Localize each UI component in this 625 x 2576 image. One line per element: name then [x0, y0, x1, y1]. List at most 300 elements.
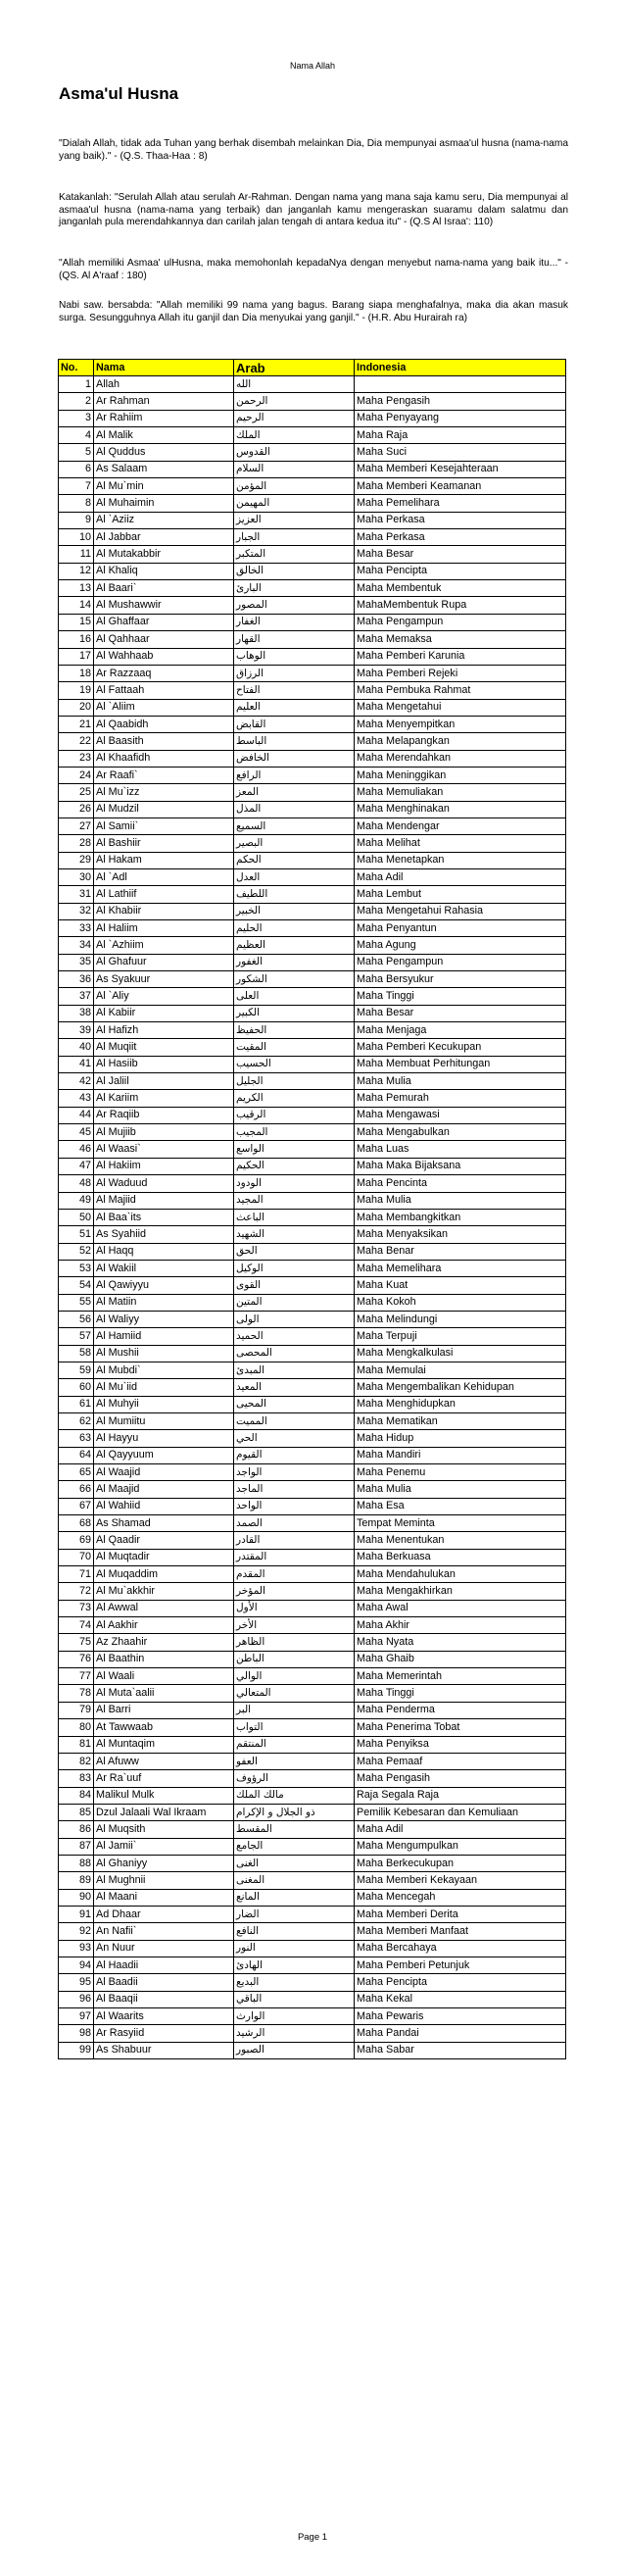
row-arab: الوارث	[234, 2008, 355, 2025]
row-number: 22	[59, 733, 94, 750]
table-row	[59, 1838, 566, 1855]
table-row	[59, 699, 566, 716]
row-indonesia: Maha Penerima Tobat	[355, 1719, 566, 1736]
row-number: 44	[59, 1107, 94, 1123]
row-arab: العليم	[234, 699, 355, 716]
row-number: 31	[59, 886, 94, 903]
table-row	[59, 478, 566, 495]
row-nama: Al Waasi`	[94, 1141, 234, 1158]
row-arab: الشكور	[234, 971, 355, 988]
row-indonesia: Maha Adil	[355, 1821, 566, 1838]
row-nama: Al Baathin	[94, 1651, 234, 1667]
row-nama: Al Mudzil	[94, 801, 234, 817]
row-indonesia: Maha Memberi Keamanan	[355, 478, 566, 495]
row-indonesia: Maha Mulia	[355, 1192, 566, 1209]
row-number: 81	[59, 1736, 94, 1753]
row-arab: اللطيف	[234, 886, 355, 903]
row-number: 95	[59, 1974, 94, 1991]
row-number: 57	[59, 1328, 94, 1345]
table-row	[59, 563, 566, 579]
table-row	[59, 1345, 566, 1362]
row-number: 55	[59, 1294, 94, 1311]
row-nama: Al Hasiib	[94, 1056, 234, 1072]
row-number: 6	[59, 461, 94, 477]
row-indonesia: Maha Pembuka Rahmat	[355, 682, 566, 699]
table-row	[59, 580, 566, 597]
row-number: 27	[59, 817, 94, 834]
row-arab: الولى	[234, 1311, 355, 1327]
row-indonesia: Maha Mulia	[355, 1073, 566, 1090]
table-row	[59, 393, 566, 410]
row-arab: مالك الملك	[234, 1787, 355, 1804]
row-indonesia: Maha Menyempitkan	[355, 716, 566, 732]
table-row	[59, 2025, 566, 2042]
table-row	[59, 868, 566, 885]
table-row	[59, 682, 566, 699]
row-nama: Al Khaafidh	[94, 750, 234, 767]
row-number: 99	[59, 2042, 94, 2058]
table-row	[59, 971, 566, 988]
row-number: 38	[59, 1005, 94, 1021]
row-indonesia: Maha Besar	[355, 546, 566, 563]
row-number: 79	[59, 1702, 94, 1718]
row-arab: المهيمن	[234, 495, 355, 512]
row-number: 78	[59, 1685, 94, 1702]
row-nama: Al Hayyu	[94, 1430, 234, 1447]
row-indonesia: Maha Berkecukupan	[355, 1855, 566, 1871]
row-arab: السميع	[234, 817, 355, 834]
table-row	[59, 1821, 566, 1838]
row-arab: الرحيم	[234, 410, 355, 426]
row-number: 21	[59, 716, 94, 732]
row-number: 49	[59, 1192, 94, 1209]
table-row	[59, 1209, 566, 1225]
row-arab: التواب	[234, 1719, 355, 1736]
row-nama: At Tawwaab	[94, 1719, 234, 1736]
row-nama: Al Waduud	[94, 1175, 234, 1192]
row-indonesia: Maha Penyantun	[355, 920, 566, 937]
row-nama: Al Qawiyyu	[94, 1277, 234, 1294]
intro-paragraph-1: "Dialah Allah, tidak ada Tuhan yang berhak disembah melainkan Dia, Dia mempunyai asmaa'ul husna (nama-nama yang baik)." - (Q.S. Thaa-Haa : 8)	[59, 138, 568, 162]
table-row	[59, 1991, 566, 2007]
row-arab: الفتاح	[234, 682, 355, 699]
row-number: 96	[59, 1991, 94, 2007]
row-number: 26	[59, 801, 94, 817]
row-arab: العزيز	[234, 512, 355, 528]
row-arab: الحليم	[234, 920, 355, 937]
row-nama: Ar Rasyiid	[94, 2025, 234, 2042]
row-number: 34	[59, 937, 94, 954]
row-nama: Al Muhaimin	[94, 495, 234, 512]
row-nama: Al Fattaah	[94, 682, 234, 699]
table-header-row	[59, 360, 566, 376]
row-indonesia: Maha Lembut	[355, 886, 566, 903]
row-number: 62	[59, 1412, 94, 1429]
row-indonesia: Maha Membentuk	[355, 580, 566, 597]
row-number: 71	[59, 1566, 94, 1583]
table-row	[59, 767, 566, 783]
row-nama: Al Mughnii	[94, 1872, 234, 1889]
table-row	[59, 784, 566, 801]
row-arab: الرؤوف	[234, 1770, 355, 1787]
row-number: 3	[59, 410, 94, 426]
row-indonesia: Maha Menghidupkan	[355, 1396, 566, 1412]
row-number: 93	[59, 1940, 94, 1957]
row-indonesia: Maha Penderma	[355, 1702, 566, 1718]
row-nama: Al Ghafuur	[94, 954, 234, 970]
row-nama: Al Muqtadir	[94, 1549, 234, 1565]
row-nama: Al Mushii	[94, 1345, 234, 1362]
row-number: 1	[59, 376, 94, 393]
row-nama: Al `Aziiz	[94, 512, 234, 528]
header-indonesia: Indonesia	[355, 360, 566, 376]
row-number: 33	[59, 920, 94, 937]
table-row	[59, 1056, 566, 1072]
row-nama: Al Muqsith	[94, 1821, 234, 1838]
row-arab: الغفور	[234, 954, 355, 970]
row-number: 67	[59, 1498, 94, 1514]
table-row	[59, 886, 566, 903]
row-nama: Al Mu`iid	[94, 1379, 234, 1396]
row-indonesia: Maha Mematikan	[355, 1412, 566, 1429]
row-number: 88	[59, 1855, 94, 1871]
row-arab: العدل	[234, 868, 355, 885]
table-row	[59, 1872, 566, 1889]
row-indonesia: Maha Maka Bijaksana	[355, 1158, 566, 1174]
row-number: 25	[59, 784, 94, 801]
row-arab: البصير	[234, 835, 355, 852]
table-row	[59, 1260, 566, 1276]
table-row	[59, 1481, 566, 1498]
table-row	[59, 1770, 566, 1787]
table-row	[59, 1124, 566, 1141]
row-nama: Ar Ra`uuf	[94, 1770, 234, 1787]
header-arab: Arab	[234, 360, 355, 376]
row-number: 16	[59, 631, 94, 648]
row-nama: Al Maajid	[94, 1481, 234, 1498]
row-indonesia: Maha Mengakhirkan	[355, 1583, 566, 1600]
table-row	[59, 835, 566, 852]
row-arab: الأخر	[234, 1617, 355, 1634]
row-arab: الحسيب	[234, 1056, 355, 1072]
row-indonesia: Maha Nyata	[355, 1634, 566, 1651]
row-indonesia: Maha Suci	[355, 444, 566, 461]
row-indonesia: Maha Pencipta	[355, 563, 566, 579]
row-nama: Al Waajid	[94, 1464, 234, 1481]
row-indonesia: Maha Penemu	[355, 1464, 566, 1481]
row-number: 90	[59, 1889, 94, 1906]
row-number: 91	[59, 1906, 94, 1922]
table-row	[59, 1600, 566, 1616]
row-number: 23	[59, 750, 94, 767]
row-nama: Al Haqq	[94, 1243, 234, 1260]
row-indonesia: Maha Pengampun	[355, 614, 566, 630]
row-arab: الواجد	[234, 1464, 355, 1481]
row-nama: Al Jabbar	[94, 529, 234, 546]
row-nama: Dzul Jalaali Wal Ikraam	[94, 1804, 234, 1820]
table-row	[59, 376, 566, 393]
row-arab: الرزاق	[234, 665, 355, 681]
row-number: 47	[59, 1158, 94, 1174]
row-nama: As Syahiid	[94, 1226, 234, 1243]
row-indonesia: Maha Ghaib	[355, 1651, 566, 1667]
row-nama: Al Mubdi`	[94, 1362, 234, 1378]
row-arab: المؤمن	[234, 478, 355, 495]
row-number: 63	[59, 1430, 94, 1447]
table-row	[59, 410, 566, 426]
row-indonesia: Maha Melihat	[355, 835, 566, 852]
row-nama: Al Hakiim	[94, 1158, 234, 1174]
row-arab: البديع	[234, 1974, 355, 1991]
row-number: 70	[59, 1549, 94, 1565]
row-nama: Al Qaadir	[94, 1532, 234, 1549]
row-number: 50	[59, 1209, 94, 1225]
row-nama: Al Matiin	[94, 1294, 234, 1311]
row-arab: القدوس	[234, 444, 355, 461]
row-arab: العلى	[234, 988, 355, 1005]
row-indonesia: Maha Memberi Derita	[355, 1906, 566, 1922]
row-number: 58	[59, 1345, 94, 1362]
table-row	[59, 529, 566, 546]
row-indonesia: Pemilik Kebesaran dan Kemuliaan	[355, 1804, 566, 1820]
row-nama: Ar Raqiib	[94, 1107, 234, 1123]
row-number: 59	[59, 1362, 94, 1378]
row-arab: الحفيظ	[234, 1022, 355, 1039]
table-row	[59, 1396, 566, 1412]
table-row	[59, 801, 566, 817]
table-row	[59, 461, 566, 477]
row-number: 56	[59, 1311, 94, 1327]
intro-paragraph-3: "Allah memiliki Asmaa' ulHusna, maka memohonlah kepadaNya dengan menyebut nama-nama yang baik itu..." - (QS. Al A'raaf : 180)	[59, 258, 568, 281]
row-number: 84	[59, 1787, 94, 1804]
row-nama: As Syakuur	[94, 971, 234, 988]
row-nama: Al Muntaqim	[94, 1736, 234, 1753]
row-number: 73	[59, 1600, 94, 1616]
row-nama: Al Ghaniyy	[94, 1855, 234, 1871]
row-indonesia	[355, 376, 566, 393]
row-indonesia: Maha Kekal	[355, 1991, 566, 2007]
row-nama: Al Mu`akkhir	[94, 1583, 234, 1600]
row-number: 2	[59, 393, 94, 410]
row-arab: النافع	[234, 1923, 355, 1940]
row-nama: Ar Razzaaq	[94, 665, 234, 681]
row-indonesia: Maha Menentukan	[355, 1532, 566, 1549]
row-indonesia: Maha Tinggi	[355, 988, 566, 1005]
table-row	[59, 631, 566, 648]
row-nama: Al Muqaddim	[94, 1566, 234, 1583]
row-indonesia: Maha Benar	[355, 1243, 566, 1260]
row-arab: الخالق	[234, 563, 355, 579]
row-number: 75	[59, 1634, 94, 1651]
row-indonesia: Maha Mengembalikan Kehidupan	[355, 1379, 566, 1396]
row-arab: المميت	[234, 1412, 355, 1429]
row-number: 15	[59, 614, 94, 630]
row-number: 97	[59, 2008, 94, 2025]
row-nama: Al Wahiid	[94, 1498, 234, 1514]
row-arab: الباسط	[234, 733, 355, 750]
row-indonesia: Maha Mengkalkulasi	[355, 1345, 566, 1362]
table-row	[59, 1736, 566, 1753]
row-arab: المبدئ	[234, 1362, 355, 1378]
row-indonesia: Maha Kuat	[355, 1277, 566, 1294]
row-arab: الحي	[234, 1430, 355, 1447]
row-arab: القهار	[234, 631, 355, 648]
row-indonesia: Maha Luas	[355, 1141, 566, 1158]
row-indonesia: Maha Pencipta	[355, 1974, 566, 1991]
row-number: 64	[59, 1447, 94, 1463]
row-arab: المؤخر	[234, 1583, 355, 1600]
row-arab: المذل	[234, 801, 355, 817]
row-nama: Al Mujiib	[94, 1124, 234, 1141]
table-row	[59, 1549, 566, 1565]
row-nama: Al Kabiir	[94, 1005, 234, 1021]
table-row	[59, 1412, 566, 1429]
row-nama: As Salaam	[94, 461, 234, 477]
table-row	[59, 597, 566, 614]
header-nama: Nama	[94, 360, 234, 376]
row-indonesia: Maha Penyayang	[355, 410, 566, 426]
row-indonesia: Maha Berkuasa	[355, 1549, 566, 1565]
row-nama: Ar Rahiim	[94, 410, 234, 426]
row-indonesia: Maha Pemberi Karunia	[355, 648, 566, 665]
table-row	[59, 817, 566, 834]
row-indonesia: Maha Pemurah	[355, 1090, 566, 1107]
row-arab: المعز	[234, 784, 355, 801]
row-arab: الله	[234, 376, 355, 393]
row-arab: الملك	[234, 427, 355, 444]
row-indonesia: Maha Membuat Perhitungan	[355, 1056, 566, 1072]
row-indonesia: Maha Pencinta	[355, 1175, 566, 1192]
table-row	[59, 1277, 566, 1294]
row-number: 24	[59, 767, 94, 783]
table-row	[59, 1022, 566, 1039]
row-arab: الرافع	[234, 767, 355, 783]
row-arab: الجامع	[234, 1838, 355, 1855]
row-nama: Al Jaliil	[94, 1073, 234, 1090]
table-row	[59, 903, 566, 919]
row-number: 28	[59, 835, 94, 852]
row-number: 43	[59, 1090, 94, 1107]
row-arab: الوهاب	[234, 648, 355, 665]
table-row	[59, 1107, 566, 1123]
row-indonesia: Maha Pengasih	[355, 393, 566, 410]
table-row	[59, 546, 566, 563]
table-row	[59, 1362, 566, 1378]
row-indonesia: Maha Mengetahui	[355, 699, 566, 716]
row-nama: Al Barri	[94, 1702, 234, 1718]
row-nama: Al Hamiid	[94, 1328, 234, 1345]
row-nama: Al Mutakabbir	[94, 546, 234, 563]
row-nama: An Nuur	[94, 1940, 234, 1957]
row-indonesia: Maha Mencegah	[355, 1889, 566, 1906]
table-row	[59, 1702, 566, 1718]
row-nama: Al `Aliy	[94, 988, 234, 1005]
row-nama: Al Malik	[94, 427, 234, 444]
asmaul-husna-table	[58, 359, 566, 2059]
row-indonesia: Maha Bercahaya	[355, 1940, 566, 1957]
row-indonesia: Maha Mandiri	[355, 1447, 566, 1463]
row-arab: المتكبر	[234, 546, 355, 563]
row-arab: الحميد	[234, 1328, 355, 1345]
row-arab: المقيت	[234, 1039, 355, 1056]
row-indonesia: Maha Akhir	[355, 1617, 566, 1634]
row-nama: Al Mumiitu	[94, 1412, 234, 1429]
row-arab: المحصى	[234, 1345, 355, 1362]
row-indonesia: Maha Memberi Kesejahteraan	[355, 461, 566, 477]
row-nama: As Shabuur	[94, 2042, 234, 2058]
row-arab: الرشيد	[234, 2025, 355, 2042]
row-indonesia: Maha Pemberi Rejeki	[355, 665, 566, 681]
row-arab: المتين	[234, 1294, 355, 1311]
row-arab: المنتقم	[234, 1736, 355, 1753]
row-arab: المعيد	[234, 1379, 355, 1396]
row-number: 32	[59, 903, 94, 919]
row-arab: القوى	[234, 1277, 355, 1294]
row-arab: النور	[234, 1940, 355, 1957]
row-number: 11	[59, 546, 94, 563]
table-row	[59, 1906, 566, 1922]
row-arab: الضار	[234, 1906, 355, 1922]
row-arab: المصور	[234, 597, 355, 614]
row-indonesia: Maha Pengasih	[355, 1770, 566, 1787]
row-nama: Al Afuww	[94, 1753, 234, 1769]
table-row	[59, 495, 566, 512]
row-indonesia: Maha Tinggi	[355, 1685, 566, 1702]
row-indonesia: Maha Merendahkan	[355, 750, 566, 767]
row-indonesia: Maha Awal	[355, 1600, 566, 1616]
table-row	[59, 852, 566, 868]
table-row	[59, 427, 566, 444]
table-row	[59, 1634, 566, 1651]
row-indonesia: Maha Raja	[355, 427, 566, 444]
row-arab: ذو الجلال و الإكرام	[234, 1804, 355, 1820]
row-indonesia: Maha Pengampun	[355, 954, 566, 970]
row-nama: Al Haadii	[94, 1957, 234, 1973]
row-number: 60	[59, 1379, 94, 1396]
table-row	[59, 2008, 566, 2025]
row-indonesia: Maha Terpuji	[355, 1328, 566, 1345]
table-row	[59, 1787, 566, 1804]
row-arab: الغفار	[234, 614, 355, 630]
row-number: 82	[59, 1753, 94, 1769]
table-row	[59, 1651, 566, 1667]
row-nama: Al Quddus	[94, 444, 234, 461]
row-indonesia: Maha Perkasa	[355, 529, 566, 546]
table-row	[59, 614, 566, 630]
row-number: 20	[59, 699, 94, 716]
row-nama: Al Baasith	[94, 733, 234, 750]
row-arab: المحيى	[234, 1396, 355, 1412]
row-nama: Al Kariim	[94, 1090, 234, 1107]
table-row	[59, 1379, 566, 1396]
row-nama: Al Baari`	[94, 580, 234, 597]
row-number: 30	[59, 868, 94, 885]
row-number: 7	[59, 478, 94, 495]
row-indonesia: Maha Memulai	[355, 1362, 566, 1378]
row-nama: Ar Rahman	[94, 393, 234, 410]
row-indonesia: Maha Kokoh	[355, 1294, 566, 1311]
row-number: 53	[59, 1260, 94, 1276]
table-row	[59, 1923, 566, 1940]
row-indonesia: Maha Pewaris	[355, 2008, 566, 2025]
row-arab: القابض	[234, 716, 355, 732]
row-nama: Al Samii`	[94, 817, 234, 834]
table-row	[59, 1515, 566, 1532]
table-row	[59, 1175, 566, 1192]
intro-paragraph-4: Nabi saw. bersabda: "Allah memiliki 99 nama yang bagus. Barang siapa menghafalnya, maka dia akan masuk surga. Sesungguhnya Allah itu ganjil dan Dia menyukai yang ganjil." - (H.R. Abu Hurairah ra)	[59, 300, 568, 323]
row-nama: Al Qaabidh	[94, 716, 234, 732]
row-number: 17	[59, 648, 94, 665]
